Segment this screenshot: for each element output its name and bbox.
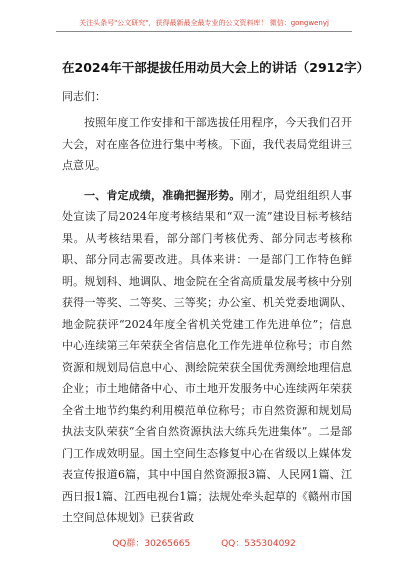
document-body (62, 112, 352, 529)
document-title: 在2024年干部提拔任用动员大会上的讲话（2912字） (62, 60, 370, 75)
section-1-paragraph (62, 185, 352, 529)
header-banner: 关注头条号"公文研究"，获得最新最全最专业的公文资料库！ 微信：gongwenyj (56, 18, 352, 32)
qq-number-text: QQ：535304092 (221, 539, 296, 549)
footer-contact (0, 536, 408, 549)
intro-paragraph: 按照年度工作安排和干部选拔任用程序，今天我们召开大会，对在座各位进行集中考核。下面，我代表局党组讲三点意见。 (62, 116, 352, 172)
qq-group-text: QQ群：30265665 (112, 539, 191, 549)
section-1-heading: 一、肯定成绩，准确把握形势。 (84, 188, 241, 202)
section-1-body: 刚才，局党组组织人事处宣读了局2024年度考核结果和“双一流”建设目标考核结果。从考核结果看，部分部门考核优秀、部分同志考核称职、部分同志需要改进。具体来讲：一是部门工作特色鲜明。规划科、地调队、地金院在全省高质量发展考核中分别获得一等奖、二等奖、三等奖；办公室、机关党委地调队、地金院获评“2024年度全省机关党建工作先进单位”；信息中心连续第三年荣获全省信息化工作先进单位称号；市自然资源和规划局信息中心、测绘院荣获全国优秀测绘地理信息企业；市土地储备中心、市土地开发服务中心连续两年荣获全省土地节约集约利用模范单位称号；市自然资源和规划局执法支队荣获“全省自然资源执法大练兵先进集体”。二是部门工作成效明显。国土空间生态修复中心在省级以上媒体发表宣传报道6篇，其中中国自然资源报3篇、人民网1篇、江西日报1篇、江西电视台1篇；法规处牵头起草的《赣州市国土空间总体规划》已获省政 (62, 188, 353, 524)
salutation: 同志们： (62, 90, 106, 103)
